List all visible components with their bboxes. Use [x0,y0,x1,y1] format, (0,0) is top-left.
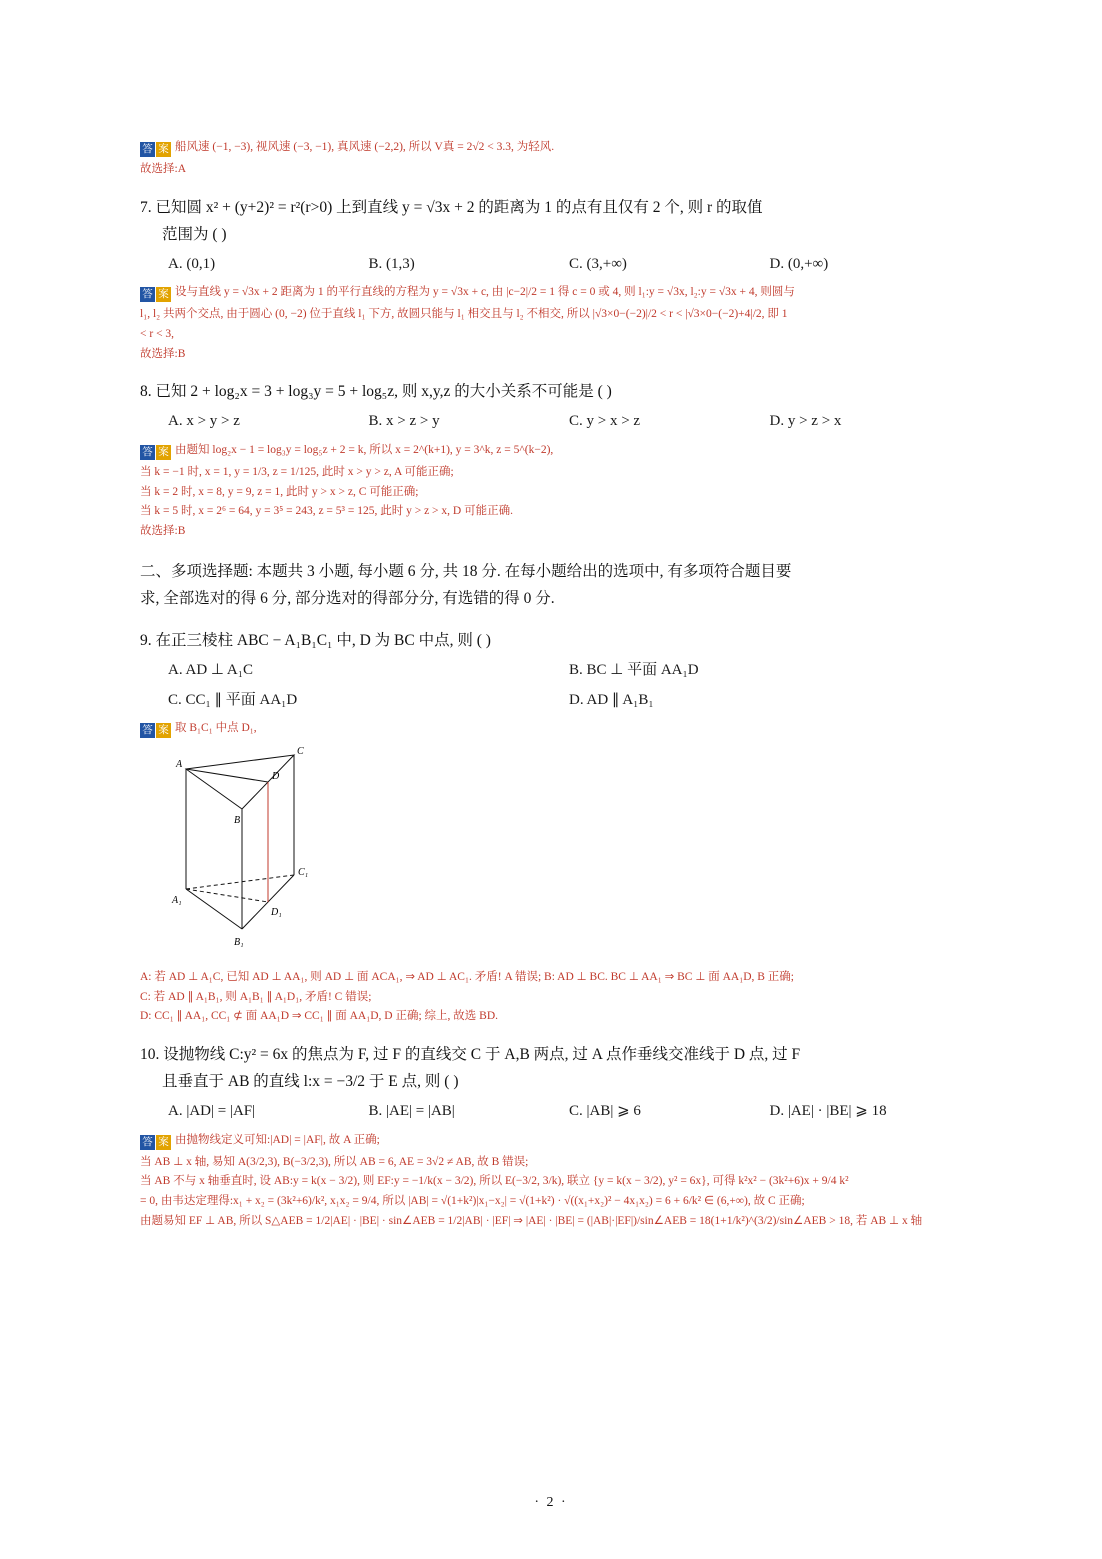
answer-10-line-3: 当 AB 不与 x 轴垂直时, 设 AB:y = k(x − 3/2), 则 EF:y = −1/k(x − 3/2), 所以 E(−3/2, 3/k), 联立 {y = k(x − 3/2), y² = 6x}, 可得 k²x² − (3k²+6)x + 9/4 k² [140,1175,849,1188]
question-7-stem [140,194,970,248]
label-C1: C₁ [298,866,309,878]
question-10-block [140,1041,970,1232]
question-7-stem-line-1: 已知圆 x² + (y+2)² = r²(r>0) 上到直线 y = √3x + 2 的距离为 1 的点有且仅有 2 个, 则 r 的取值 [155,198,763,216]
label-A: A [176,758,183,770]
answer-7-line-1 [140,283,970,305]
answer-badge-icon: 答 案 [140,1133,171,1153]
answer-badge-icon: 答 案 [140,443,171,463]
answer-6-line-1 [140,138,970,160]
question-9-block [140,627,970,1027]
page-number: · 2 · [534,1495,568,1510]
answer-7 [140,283,970,364]
question-7-options [140,252,970,278]
question-7-option-a[interactable]: A. (0,1) [168,255,216,272]
label-D: D [272,770,280,782]
question-9-number: 9. [140,631,152,649]
question-9-stem [140,627,970,654]
prism-figure [164,747,364,962]
answer-9-line-0 [140,719,970,741]
answer-9-line-3: D: CC₁ ∥ AA₁, CC₁ ⊄ 面 AA₁D ⇒ CC₁ ∥ 面 AA₁D, D 正确; 综上, 故选 BD. [140,1010,499,1023]
section-2-line-2: 求, 全部选对的得 6 分, 部分选对的得部分分, 有选错的得 0 分. [140,590,555,608]
question-8-block [140,378,970,541]
question-10-option-a[interactable]: A. |AD| = |AF| [168,1103,256,1120]
question-10-stem [140,1041,970,1095]
answer-6 [140,138,970,180]
answer-10-line-2: 当 AB ⊥ x 轴, 易知 A(3/2,3), B(−3/2,3), 所以 AB = 6, AE = 3√2 ≠ AB, 故 B 错误; [140,1155,529,1168]
answer-badge-icon: 答 案 [140,285,171,305]
answer-9-line-2: C: 若 AD ∥ A₁B₁, 则 A₁B₁ ∥ A₁D₁, 矛盾! C 错误; [140,990,372,1003]
prism-svg [164,747,364,962]
label-C: C [297,746,304,757]
answer-7-line-3: < r < 3, [140,327,175,340]
question-10-number: 10. [140,1046,160,1064]
answer-9-head [140,719,970,741]
question-8-option-d[interactable]: D. y > z > x [769,413,842,430]
answer-7-text-1: 设与直线 y = √3x + 2 距离为 1 的平行直线的方程为 y = √3x + c, 由 |c−2|/2 = 1 得 c = 0 或 4, 则 l₁:y = √3x, l₂:y = √3x + 4, 则圆与 [175,286,795,299]
question-10-stem-line-1: 设抛物线 C:y² = 6x 的焦点为 F, 过 F 的直线交 C 于 A,B 两点, 过 A 点作垂线交准线于 D 点, 过 F [163,1046,801,1064]
label-B: B [234,814,241,826]
question-10-option-c[interactable]: C. |AB| ⩾ 6 [569,1103,641,1120]
section-2-heading [140,558,970,613]
section-2-line-1: 二、多项选择题: 本题共 3 小题, 每小题 6 分, 共 18 分. 在每小题给出的选项中, 有多项符合题目要 [140,562,792,580]
question-7-block [140,194,970,365]
question-10-options [140,1099,970,1125]
question-8-option-b[interactable]: B. x > z > y [368,413,440,430]
answer-8-line-1 [140,441,970,463]
question-7-option-d[interactable]: D. (0,+∞) [769,255,829,272]
answer-10-line-4: = 0, 由韦达定理得:x₁ + x₂ = (3k²+6)/k², x₁x₂ = 9/4, 所以 |AB| = √(1+k²)|x₁−x₂| = √(1+k²) · √((x₁+x₂)² − 4x₁x₂) = 6 + 6/k² ∈ (6,+∞), 故 C 正确; [140,1195,805,1208]
answer-10-text-1: 由抛物线定义可知:|AD| = |AF|, 故 A 正确; [175,1133,380,1146]
answer-9 [140,968,970,1027]
question-9-options-row-2 [140,688,970,714]
question-10-option-d[interactable]: D. |AE| · |BE| ⩾ 18 [769,1103,887,1120]
answer-8 [140,441,970,542]
answer-7-line-4: 故选择:B [140,347,186,360]
answer-8-line-5: 故选择:B [140,525,186,538]
answer-10-line-5: 由题易知 EF ⊥ AB, 所以 S△AEB = 1/2|AE| · |BE| · sin∠AEB = 1/2|AB| · |EF| ⇒ |AE| · |BE| = (|AB|·|EF|)/sin∠AEB = 18(1+1/k²)^(3/2)/sin∠AEB > 18, 若 AB ⊥ x 轴 [140,1214,923,1227]
answer-8-line-3: 当 k = 2 时, x = 8, y = 9, z = 1, 此时 y > x > z, C 可能正确; [140,485,419,498]
answer-8-text-1: 由题知 log₂x − 1 = log₃y = log₅z + 2 = k, 所以 x = 2^(k+1), y = 3^k, z = 5^(k−2), [175,443,554,456]
question-8-stem [140,378,970,405]
question-7-option-c[interactable]: C. (3,+∞) [569,255,627,272]
question-9-option-b[interactable]: B. BC ⊥ 平面 AA₁D [569,662,699,679]
question-9-option-c[interactable]: C. CC₁ ∥ 平面 AA₁D [168,691,298,708]
question-10-option-b[interactable]: B. |AE| = |AB| [368,1103,455,1120]
answer-6-line-2: 故选择:A [140,162,186,175]
label-A1: A₁ [172,894,182,906]
label-B1: B₁ [234,936,244,948]
label-D1: D₁ [271,906,282,918]
answer-8-line-4: 当 k = 5 时, x = 2⁶ = 64, y = 3⁵ = 243, z = 5³ = 125, 此时 y > z > x, D 可能正确. [140,505,513,518]
question-9-stem-text: 在正三棱柱 ABC − A₁B₁C₁ 中, D 为 BC 中点, 则 ( ) [155,631,491,649]
question-8-options [140,409,970,435]
question-8-option-a[interactable]: A. x > y > z [168,413,240,430]
answer-6-text-1: 船风速 (−1, −3), 视风速 (−3, −1), 真风速 (−2,2), 所以 V真 = 2√2 < 3.3, 为轻风. [175,141,555,153]
question-6-answer-block [140,138,970,180]
question-7-option-b[interactable]: B. (1,3) [368,255,415,272]
question-7-number: 7. [140,198,152,216]
question-9-options-row-1 [140,658,970,684]
page-content [140,132,970,1232]
question-7-stem-line-2: 范围为 ( ) [162,225,227,243]
answer-badge-icon: 答 案 [140,140,171,160]
answer-9-line-1: A: 若 AD ⊥ A₁C, 已知 AD ⊥ AA₁, 则 AD ⊥ 面 ACA₁, ⇒ AD ⊥ AC₁. 矛盾! A 错误; B: AD ⊥ BC. BC ⊥ AA₁ ⇒ BC ⊥ 面 AA₁D, B 正确; [140,970,795,983]
question-8-number: 8. [140,383,152,401]
question-9-option-a[interactable]: A. AD ⊥ A₁C [168,662,253,679]
answer-10-line-1 [140,1131,970,1153]
answer-8-line-2: 当 k = −1 时, x = 1, y = 1/3, z = 1/125, 此时 x > y > z, A 可能正确; [140,465,454,478]
question-10-stem-line-2: 且垂直于 AB 的直线 l:x = −3/2 于 E 点, 则 ( ) [162,1073,459,1091]
question-9-option-d[interactable]: D. AD ∥ A₁B₁ [569,691,654,708]
answer-10 [140,1131,970,1232]
answer-9-head-text: 取 B₁C₁ 中点 D₁, [175,722,257,735]
question-8-option-c[interactable]: C. y > x > z [569,413,641,430]
answer-badge-icon: 答 案 [140,721,171,741]
answer-7-line-2: l₁, l₂ 共两个交点, 由于圆心 (0, −2) 位于直线 l₁ 下方, 故圆只能与 l₁ 相交且与 l₂ 不相交, 所以 |√3×0−(−2)|/2 < r < |√3×0−(−2)+4|/2, 即 1 [140,308,788,321]
question-8-stem-text: 已知 2 + log₂x = 3 + log₃y = 5 + log₅z, 则 x,y,z 的大小关系不可能是 ( ) [155,383,612,401]
